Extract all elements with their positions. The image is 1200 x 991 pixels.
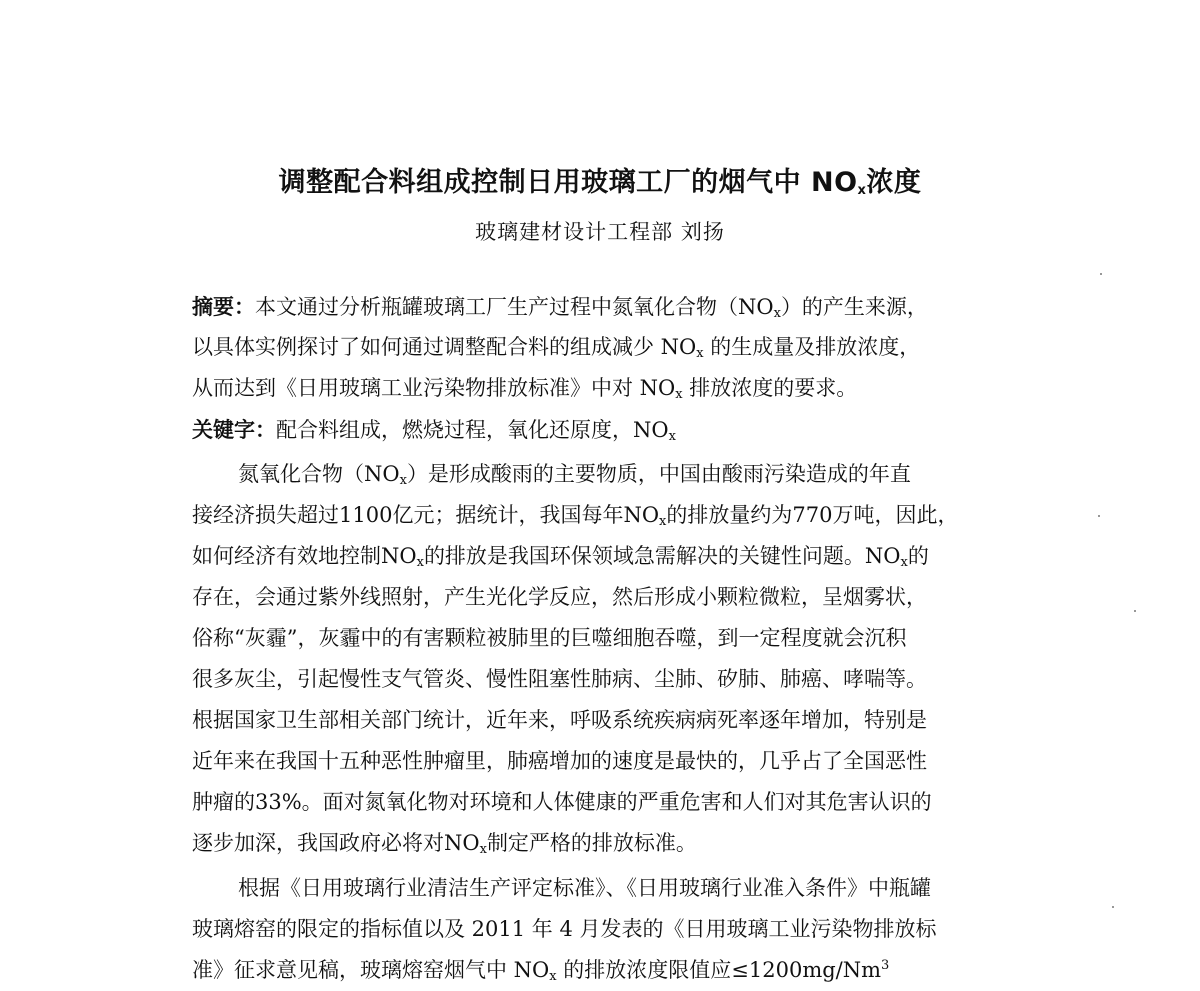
paragraph-1-line: 肿瘤的33%。面对氮氧化物对环境和人体健康的严重危害和人们对其危害认识的 [192, 790, 932, 814]
paragraph-1-line: 逐步加深，我国政府必将对$NO_x$制定严格的排放标准。 [192, 831, 697, 857]
author-line: 玻璃建材设计工程部 刘扬 [475, 220, 725, 244]
paragraph-2-line: 准》征求意见稿，玻璃熔窑烟气中 $NO_x$ 的排放浓度限值应$\le 1200mg/Nm^3$ [192, 958, 890, 984]
paragraph-2-line: 玻璃熔窑的限定的指标值以及 2011 年 4 月发表的《日用玻璃工业污染物排放标 [192, 917, 937, 941]
paragraph-1-line: 近年来在我国十五种恶性肿瘤里，肺癌增加的速度是最快的，几乎占了全国恶性 [192, 749, 927, 773]
scan-speck [1112, 906, 1114, 908]
paragraph-1-line: 接经济损失超过1100亿元；据统计，我国每年$NO_x$的排放量约为770万吨，因此， [192, 503, 959, 529]
abstract-line-1: 摘要：本文通过分析瓶罐玻璃工厂生产过程中氮氧化合物$(NO_x)$的产生来源， [192, 294, 928, 321]
abstract-line-3: 从而达到《日用玻璃工业污染物排放标准》中对 $NO_x$ 排放浓度的要求。 [192, 376, 858, 402]
paragraph-1-line: 存在，会通过紫外线照射，产生光化学反应，然后形成小颗粒微粒，呈烟雾状， [192, 585, 927, 609]
paragraph-2-line: 根据《日用玻璃行业清洁生产评定标准》、《日用玻璃行业准入条件》中瓶罐 [238, 876, 931, 900]
paragraph-1-line: 很多灰尘，引起慢性支气管炎、慢性阻塞性肺病、尘肺、矽肺、肺癌、哮喘等。 [192, 667, 927, 691]
abstract-line-2: 以具体实例探讨了如何通过调整配合料的组成减少 $NO_x$ 的生成量及排放浓度， [192, 335, 921, 361]
scan-speck [1134, 610, 1136, 612]
scan-speck [1100, 273, 1102, 275]
paragraph-1-line: 氮氧化合物$(NO_x)$是形成酸雨的主要物质，中国由酸雨污染造成的年直 [238, 462, 911, 488]
body-text [192, 286, 1022, 991]
keywords-line: 关键字：配合料组成，燃烧过程，氧化还原度，$NO_x$ [192, 417, 676, 444]
paragraph-1-line: 俗称“灰霾”，灰霾中的有害颗粒被肺里的巨噬细胞吞噬，到一定程度就会沉积 [192, 626, 907, 650]
scan-speck [1098, 515, 1100, 517]
paragraph-1-line: 如何经济有效地控制$NO_x$的排放是我国环保领域急需解决的关键性问题。$NO_x$的 [192, 544, 929, 570]
paper-title: 调整配合料组成控制日用玻璃工厂的烟气中 $NO_x$浓度 [278, 167, 922, 198]
abstract-label: 摘要： [192, 294, 255, 319]
keywords-label: 关键字： [192, 417, 276, 442]
paragraph-1-line: 根据国家卫生部相关部门统计，近年来，呼吸系统疾病病死率逐年增加，特别是 [192, 708, 927, 732]
